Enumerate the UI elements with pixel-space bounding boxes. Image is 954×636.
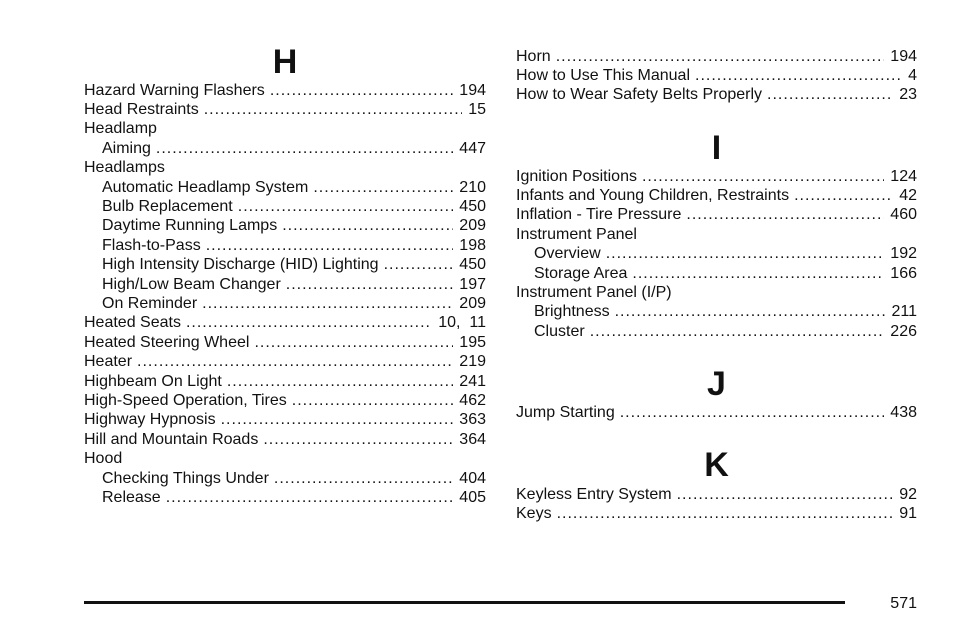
- index-entry: [516, 167, 917, 186]
- index-entry: [516, 47, 917, 66]
- index-term: Release: [102, 488, 161, 506]
- index-page-ref: 4: [908, 66, 917, 84]
- index-page-ref: 166: [890, 264, 917, 282]
- index-page-ref: 209: [459, 294, 486, 312]
- index-subentry: [534, 302, 917, 321]
- index-term: On Reminder: [102, 294, 198, 312]
- index-page-ref: 450: [459, 197, 486, 215]
- index-subentry: [102, 197, 486, 216]
- index-page-ref: 195: [459, 333, 486, 351]
- index-term: Instrument Panel (I/P): [516, 283, 672, 301]
- index-term: Brightness: [534, 303, 610, 321]
- index-page-ref: 198: [459, 236, 486, 254]
- index-entry: [516, 485, 917, 504]
- index-term: How to Wear Safety Belts Properly: [516, 86, 763, 104]
- index-term: Keyless Entry System: [516, 485, 672, 503]
- index-term: Inflation - Tire Pressure: [516, 206, 682, 224]
- index-page-ref: 192: [890, 245, 917, 263]
- index-heading: [84, 158, 486, 177]
- index-subentry: [534, 244, 917, 263]
- index-entry: [516, 66, 917, 85]
- index-page-ref: 42: [899, 186, 917, 204]
- index-subentry: [534, 264, 917, 283]
- index-term: High/Low Beam Changer: [102, 275, 281, 293]
- index-entry: [84, 81, 486, 100]
- index-term: Horn: [516, 47, 551, 65]
- index-subentry: [102, 236, 486, 255]
- index-term: Storage Area: [534, 264, 628, 282]
- section-letter-k: K: [704, 446, 729, 484]
- index-page-ref: 197: [459, 275, 486, 293]
- index-term: High Intensity Discharge (HID) Lighting: [102, 256, 379, 274]
- index-term: Daytime Running Lamps: [102, 217, 278, 235]
- index-term: Jump Starting: [516, 403, 615, 421]
- index-page-ref: 364: [459, 430, 486, 448]
- index-subentry: [534, 322, 917, 341]
- index-page-ref: 462: [459, 391, 486, 409]
- index-page-ref: 124: [890, 167, 917, 185]
- index-page-ref: 450: [459, 256, 486, 274]
- index-subentry: [102, 255, 486, 274]
- section-letter-j: J: [707, 365, 726, 403]
- index-page-ref: 405: [459, 488, 486, 506]
- index-page-ref: 447: [459, 139, 486, 157]
- index-page-ref: 210: [459, 178, 486, 196]
- index-term: Headlamps: [84, 159, 165, 177]
- index-page-ref: 15: [468, 100, 486, 118]
- index-entry: [84, 352, 486, 371]
- index-page-ref: 211: [891, 303, 917, 321]
- index-term: Highway Hypnosis: [84, 411, 216, 429]
- section-letter-i: I: [711, 129, 722, 167]
- index-term: Flash-to-Pass: [102, 236, 201, 254]
- index-subentry: [102, 178, 486, 197]
- index-entry: [84, 410, 486, 429]
- index-term: Head Restraints: [84, 100, 199, 118]
- index-term: Heated Seats: [84, 314, 181, 332]
- index-subentry: [102, 294, 486, 313]
- index-term: Highbeam On Light: [84, 372, 222, 390]
- index-term: Overview: [534, 245, 601, 263]
- index-term: Cluster: [534, 322, 585, 340]
- index-page-ref: 91: [899, 504, 917, 522]
- index-subentry: [102, 469, 486, 488]
- index-page-ref: 194: [890, 47, 917, 65]
- index-term: Ignition Positions: [516, 167, 637, 185]
- index-term: Headlamp: [84, 120, 157, 138]
- index-heading: [84, 119, 486, 138]
- index-page-ref: 209: [459, 217, 486, 235]
- index-term: Bulb Replacement: [102, 197, 233, 215]
- index-term: How to Use This Manual: [516, 66, 690, 84]
- index-entry: [84, 313, 486, 332]
- index-page-ref: 241: [459, 372, 486, 390]
- index-page-ref: 226: [890, 322, 917, 340]
- index-entry: [84, 333, 486, 352]
- footer-rule: [84, 601, 845, 604]
- index-term: Checking Things Under: [102, 469, 269, 487]
- index-heading: [516, 225, 917, 244]
- index-term: Automatic Headlamp System: [102, 178, 309, 196]
- index-page-ref: 460: [890, 206, 917, 224]
- index-entry: [516, 205, 917, 224]
- index-subentry: [102, 216, 486, 235]
- page-number: 571: [890, 595, 917, 612]
- index-heading: [84, 449, 486, 468]
- index-subentry: [102, 139, 486, 158]
- index-entry: [84, 430, 486, 449]
- index-term: Heater: [84, 353, 133, 371]
- index-term: High-Speed Operation, Tires: [84, 391, 287, 409]
- index-page-ref: 194: [459, 81, 486, 99]
- section-letter-h: H: [272, 43, 298, 81]
- index-term: Infants and Young Children, Restraints: [516, 186, 790, 204]
- index-entry: [84, 391, 486, 410]
- index-entry: [84, 100, 486, 119]
- index-entry: [516, 85, 917, 104]
- index-entry: [516, 504, 917, 523]
- index-term: Instrument Panel: [516, 225, 637, 243]
- index-page-ref: 404: [459, 469, 486, 487]
- index-term: Aiming: [102, 139, 151, 157]
- index-subentry: [102, 488, 486, 507]
- index-page-ref: 363: [459, 411, 486, 429]
- index-term: Hazard Warning Flashers: [84, 81, 265, 99]
- index-page-ref: 23: [899, 86, 917, 104]
- index-page-ref: 92: [899, 485, 917, 503]
- index-page-ref: 219: [459, 353, 486, 371]
- index-term: Keys: [516, 504, 552, 522]
- index-subentry: [102, 275, 486, 294]
- index-entry: [84, 372, 486, 391]
- index-term: Hill and Mountain Roads: [84, 430, 259, 448]
- index-heading: [516, 283, 917, 302]
- index-entry: [516, 403, 917, 422]
- index-term: Heated Steering Wheel: [84, 333, 250, 351]
- index-page-ref: 10, 11: [438, 314, 486, 332]
- index-page-ref: 438: [890, 403, 917, 421]
- index-term: Hood: [84, 450, 123, 468]
- index-entry: [516, 186, 917, 205]
